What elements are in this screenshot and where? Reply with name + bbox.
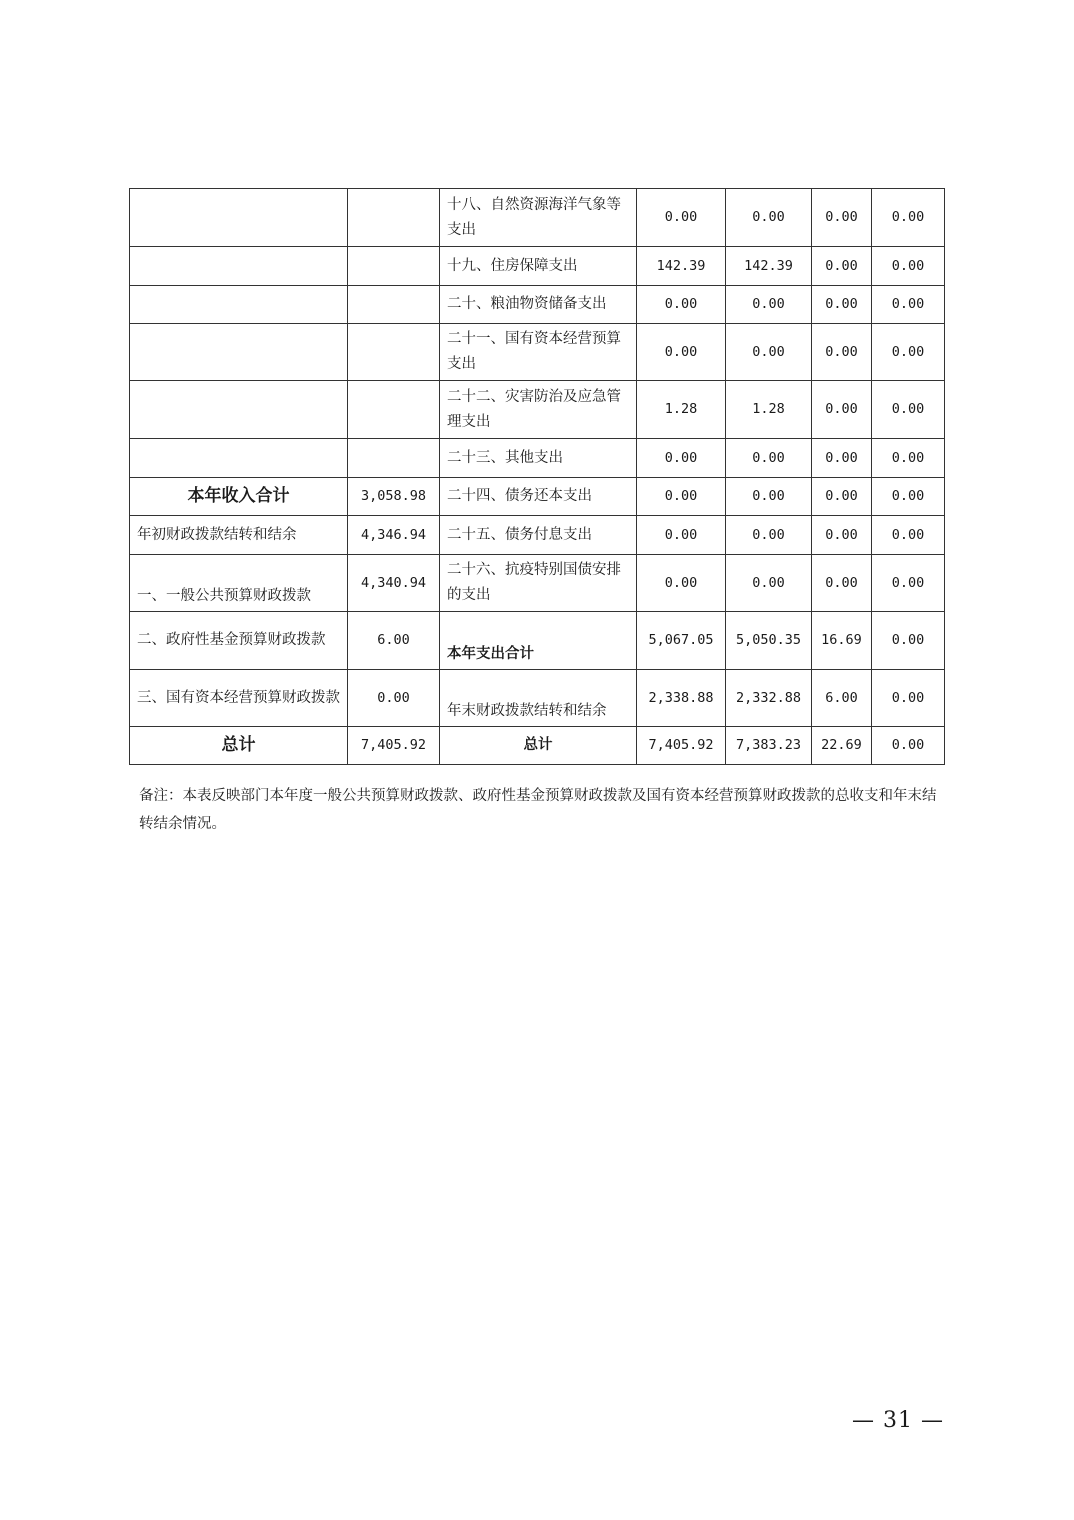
expense-total: 1.28 <box>637 381 726 439</box>
expense-item: 年末财政拨款结转和结余 <box>440 670 637 727</box>
expense-gov-fund: 0.00 <box>812 516 872 555</box>
expense-state-capital: 0.00 <box>872 439 945 478</box>
income-item: 一、一般公共预算财政拨款 <box>130 555 348 612</box>
expense-gov-fund: 0.00 <box>812 381 872 439</box>
page-number: — 31 — <box>852 1408 944 1433</box>
expense-state-capital: 0.00 <box>872 478 945 516</box>
expense-general-budget: 0.00 <box>726 189 812 247</box>
expense-state-capital: 0.00 <box>872 670 945 727</box>
expense-general-budget: 0.00 <box>726 555 812 612</box>
income-item: 年初财政拨款结转和结余 <box>130 516 348 555</box>
expense-general-budget: 2,332.88 <box>726 670 812 727</box>
income-value <box>348 189 440 247</box>
expense-item: 十九、住房保障支出 <box>440 247 637 286</box>
expense-general-budget: 0.00 <box>726 286 812 324</box>
income-value <box>348 286 440 324</box>
budget-table <box>129 188 945 765</box>
expense-total: 0.00 <box>637 478 726 516</box>
expense-general-budget: 7,383.23 <box>726 727 812 765</box>
expense-item: 二十、粮油物资储备支出 <box>440 286 637 324</box>
expense-total: 0.00 <box>637 516 726 555</box>
income-value: 4,346.94 <box>348 516 440 555</box>
expense-gov-fund: 0.00 <box>812 478 872 516</box>
income-item <box>130 381 348 439</box>
expense-gov-fund: 22.69 <box>812 727 872 765</box>
income-value <box>348 324 440 381</box>
expense-general-budget: 5,050.35 <box>726 612 812 670</box>
income-item: 二、政府性基金预算财政拨款 <box>130 612 348 670</box>
table-row <box>130 439 945 478</box>
expense-state-capital: 0.00 <box>872 516 945 555</box>
income-value <box>348 247 440 286</box>
expense-total: 0.00 <box>637 286 726 324</box>
table-row <box>130 381 945 439</box>
income-item <box>130 189 348 247</box>
expense-general-budget: 1.28 <box>726 381 812 439</box>
expense-item: 十八、自然资源海洋气象等支出 <box>440 189 637 247</box>
expense-total: 0.00 <box>637 439 726 478</box>
expense-general-budget: 142.39 <box>726 247 812 286</box>
expense-general-budget: 0.00 <box>726 478 812 516</box>
table-row <box>130 478 945 516</box>
expense-gov-fund: 16.69 <box>812 612 872 670</box>
table-row <box>130 247 945 286</box>
expense-gov-fund: 0.00 <box>812 247 872 286</box>
expense-total: 0.00 <box>637 555 726 612</box>
expense-total: 0.00 <box>637 189 726 247</box>
expense-gov-fund: 0.00 <box>812 286 872 324</box>
income-value: 3,058.98 <box>348 478 440 516</box>
expense-total: 7,405.92 <box>637 727 726 765</box>
expense-total: 0.00 <box>637 324 726 381</box>
income-item: 三、国有资本经营预算财政拨款 <box>130 670 348 727</box>
income-subtotal-label: 本年收入合计 <box>130 478 348 516</box>
income-value: 7,405.92 <box>348 727 440 765</box>
expense-state-capital: 0.00 <box>872 247 945 286</box>
expense-item: 二十五、债务付息支出 <box>440 516 637 555</box>
expense-state-capital: 0.00 <box>872 286 945 324</box>
income-value: 4,340.94 <box>348 555 440 612</box>
income-grand-total-label: 总计 <box>130 727 348 765</box>
expense-state-capital: 0.00 <box>872 555 945 612</box>
expense-subtotal-label: 本年支出合计 <box>440 612 637 670</box>
expense-state-capital: 0.00 <box>872 189 945 247</box>
expense-gov-fund: 0.00 <box>812 324 872 381</box>
table-row <box>130 516 945 555</box>
income-item <box>130 324 348 381</box>
expense-item: 二十三、其他支出 <box>440 439 637 478</box>
expense-grand-total-label: 总计 <box>440 727 637 765</box>
table-note: 备注：本表反映部门本年度一般公共预算财政拨款、政府性基金预算财政拨款及国有资本经营预算财政拨款的总收支和年末结转结余情况。 <box>139 788 937 832</box>
expense-total: 5,067.05 <box>637 612 726 670</box>
table-row <box>130 324 945 381</box>
expense-general-budget: 0.00 <box>726 516 812 555</box>
income-value: 6.00 <box>348 612 440 670</box>
income-value: 0.00 <box>348 670 440 727</box>
table-row <box>130 727 945 765</box>
table-row <box>130 670 945 727</box>
expense-item: 二十四、债务还本支出 <box>440 478 637 516</box>
expense-state-capital: 0.00 <box>872 324 945 381</box>
expense-gov-fund: 0.00 <box>812 439 872 478</box>
expense-item: 二十一、国有资本经营预算支出 <box>440 324 637 381</box>
expense-gov-fund: 0.00 <box>812 555 872 612</box>
income-value <box>348 381 440 439</box>
expense-item: 二十六、抗疫特别国债安排的支出 <box>440 555 637 612</box>
expense-state-capital: 0.00 <box>872 727 945 765</box>
expense-gov-fund: 0.00 <box>812 189 872 247</box>
expense-state-capital: 0.00 <box>872 612 945 670</box>
income-item <box>130 286 348 324</box>
income-value <box>348 439 440 478</box>
table-row <box>130 286 945 324</box>
table-row <box>130 612 945 670</box>
income-item <box>130 439 348 478</box>
expense-total: 2,338.88 <box>637 670 726 727</box>
expense-general-budget: 0.00 <box>726 439 812 478</box>
expense-item: 二十二、灾害防治及应急管理支出 <box>440 381 637 439</box>
income-item <box>130 247 348 286</box>
expense-general-budget: 0.00 <box>726 324 812 381</box>
table-row <box>130 189 945 247</box>
expense-state-capital: 0.00 <box>872 381 945 439</box>
expense-gov-fund: 6.00 <box>812 670 872 727</box>
expense-total: 142.39 <box>637 247 726 286</box>
table-row <box>130 555 945 612</box>
